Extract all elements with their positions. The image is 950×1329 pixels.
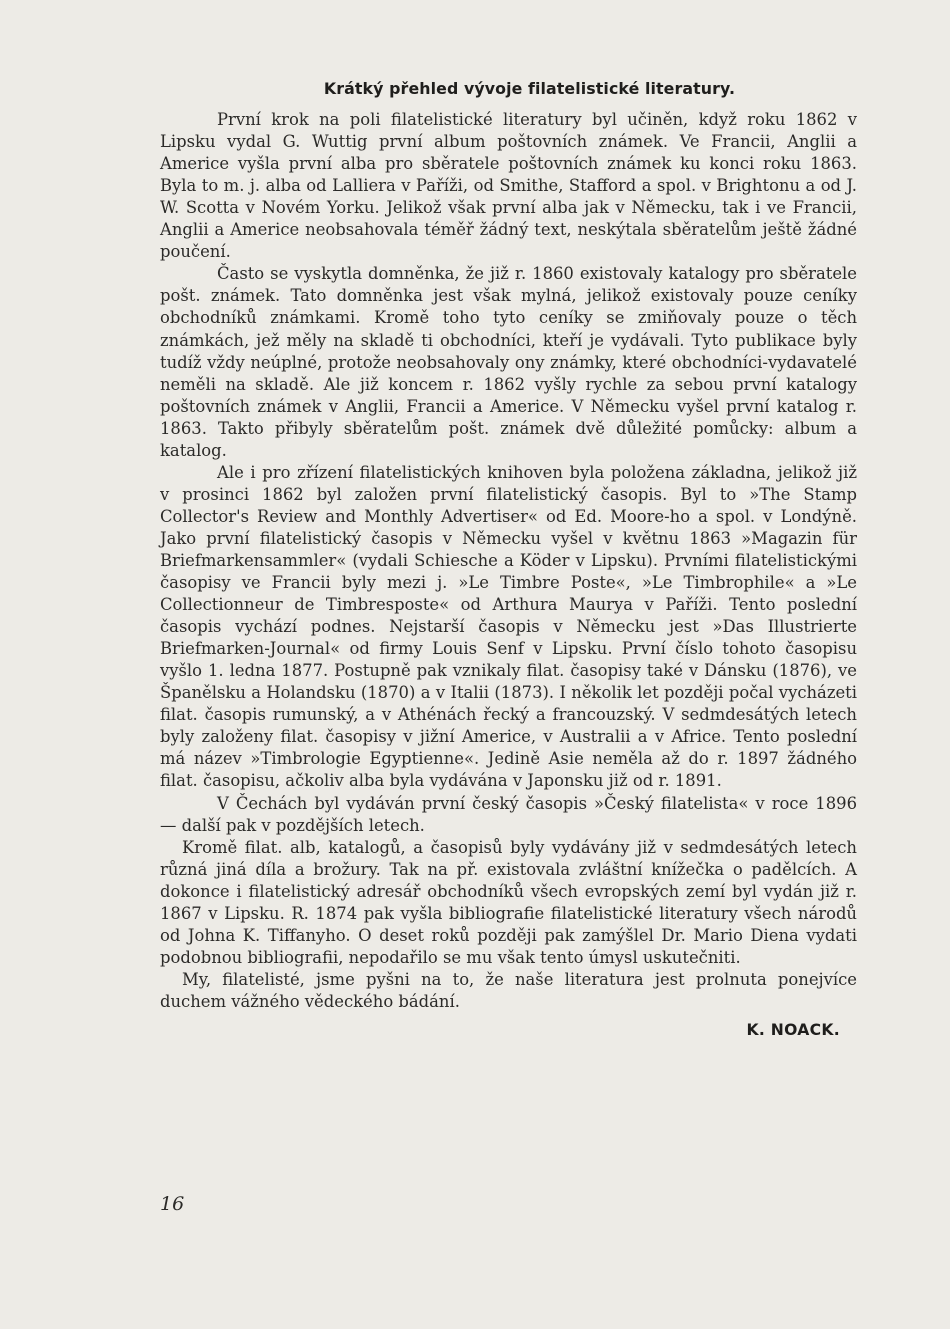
article <box>160 78 857 1041</box>
paragraph-closing: My, filatelisté, jsme pyšni na to, že naše literatura jest prolnuta ponejvíce duchem vážného vědeckého bádání. <box>160 969 857 1011</box>
author-signature: K. NOACK. <box>746 1020 840 1039</box>
paragraph-first-album: První krok na poli filatelistické literatury byl učiněn, když roku 1862 v Lipsku vydal G. Wuttig první album poštovních známek. Ve Francii, Anglii a Americe vyšla první alba pro sběratele poštovních známek ku konci roku 1863. Byla to m. j. alba od Lalliera v Paříži, od Smithe, Stafford a spol. v Brightonu a od J. W. Scotta v Novém Yorku. Jelikož však první alba jak v Německu, tak i ve Francii, Anglii a Americe neobsahovala téměř žádný text, neskýtala sběratelům ještě žádné poučení. <box>160 110 857 262</box>
paragraph-first-catalogs: Často se vyskytla domněnka, že již r. 1860 existovaly katalogy pro sběratele pošt. známek. Tato domněnka jest však mylná, jelikož existovaly pouze ceníky obchodníků známkami. Kromě toho tyto ceníky se zmiňovaly pouze o těch známkách, jež měly na skladě ti obchodníci, kteří je vydávali. Tyto publikace byly tudíž vždy neúplné, protože neobsahovaly ony známky, které obchodníci-vydavatelé neměli na skladě. Ale již koncem r. 1862 vyšly rychle za sebou první katalogy poštovních známek v Anglii, Francii a Americe. V Německu vyšel první katalog r. 1863. Takto přibyly sběratelům pošt. známek dvě důležité pomůcky: album a katalog. <box>160 264 857 460</box>
paragraph-first-journals: Ale i pro zřízení filatelistických knihoven byla položena základna, jelikož již v prosinci 1862 byl založen první filatelistický časopis. Byl to »The Stamp Collector's Review and Monthly Advertiser« od Ed. Moore-ho a spol. v Londýně. Jako první filatelistický časopis v Německu vyšel v květnu 1863 »Magazin für Briefmarkensammler« (vydali Schiesche a Köder v Lipsku). Prvními filatelistickými časopisy ve Francii byly mezi j. »Le Timbre Poste«, »Le Timbrophile« a »Le Collectionneur de Timbresposte« od Arthura Maurya v Paříži. Tento poslední časopis vychází podnes. Nejstarší časopis v Německu jest »Das Illustrierte Briefmarken-Journal« od firmy Louis Senf v Lipsku. První číslo tohoto časopisu vyšlo 1. ledna 1877. Postupně pak vznikaly filat. časopisy také v Dánsku (1876), ve Španělsku a Holandsku (1870) a v Italii (1873). I několik let později počal vycházeti filat. časopis rumunský, a v Athénách řecký a francouzský. V sedmdesátých letech byly založeny filat. časopisy v jižní Americe, v Australii a v Africe. Tento poslední má název »Timbrologie Egyptienne«. Jedině Asie neměla až do r. 1897 žádného filat. časopisu, ačkoliv alba byla vydávána v Japonsku již od r. 1891. <box>160 462 857 791</box>
paragraph-czech-journal: V Čechách byl vydáván první český časopis »Český filatelista« v roce 1896 — další pak v pozdějších letech. <box>160 793 857 835</box>
page-number: 16 <box>160 1193 185 1215</box>
article-title: Krátký přehled vývoje filatelistické literatury. <box>323 79 736 98</box>
paragraph-other-works: Kromě filat. alb, katalogů, a časopisů byly vydávány již v sedmdesátých letech různá jiná díla a brožury. Tak na př. existovala zvláštní knížečka o padělcích. A dokonce i filatelistický adresář obchodníků všech evropských zemí byl vydán již r. 1867 v Lipsku. R. 1874 pak vyšla bibliografie filatelistické literatury všech národů od Johna K. Tiffanyho. O deset roků později pak zamýšlel Dr. Mario Diena vydati podobnou bibliografii, nepodařilo se mu však tento úmysl uskutečniti. <box>160 837 857 967</box>
